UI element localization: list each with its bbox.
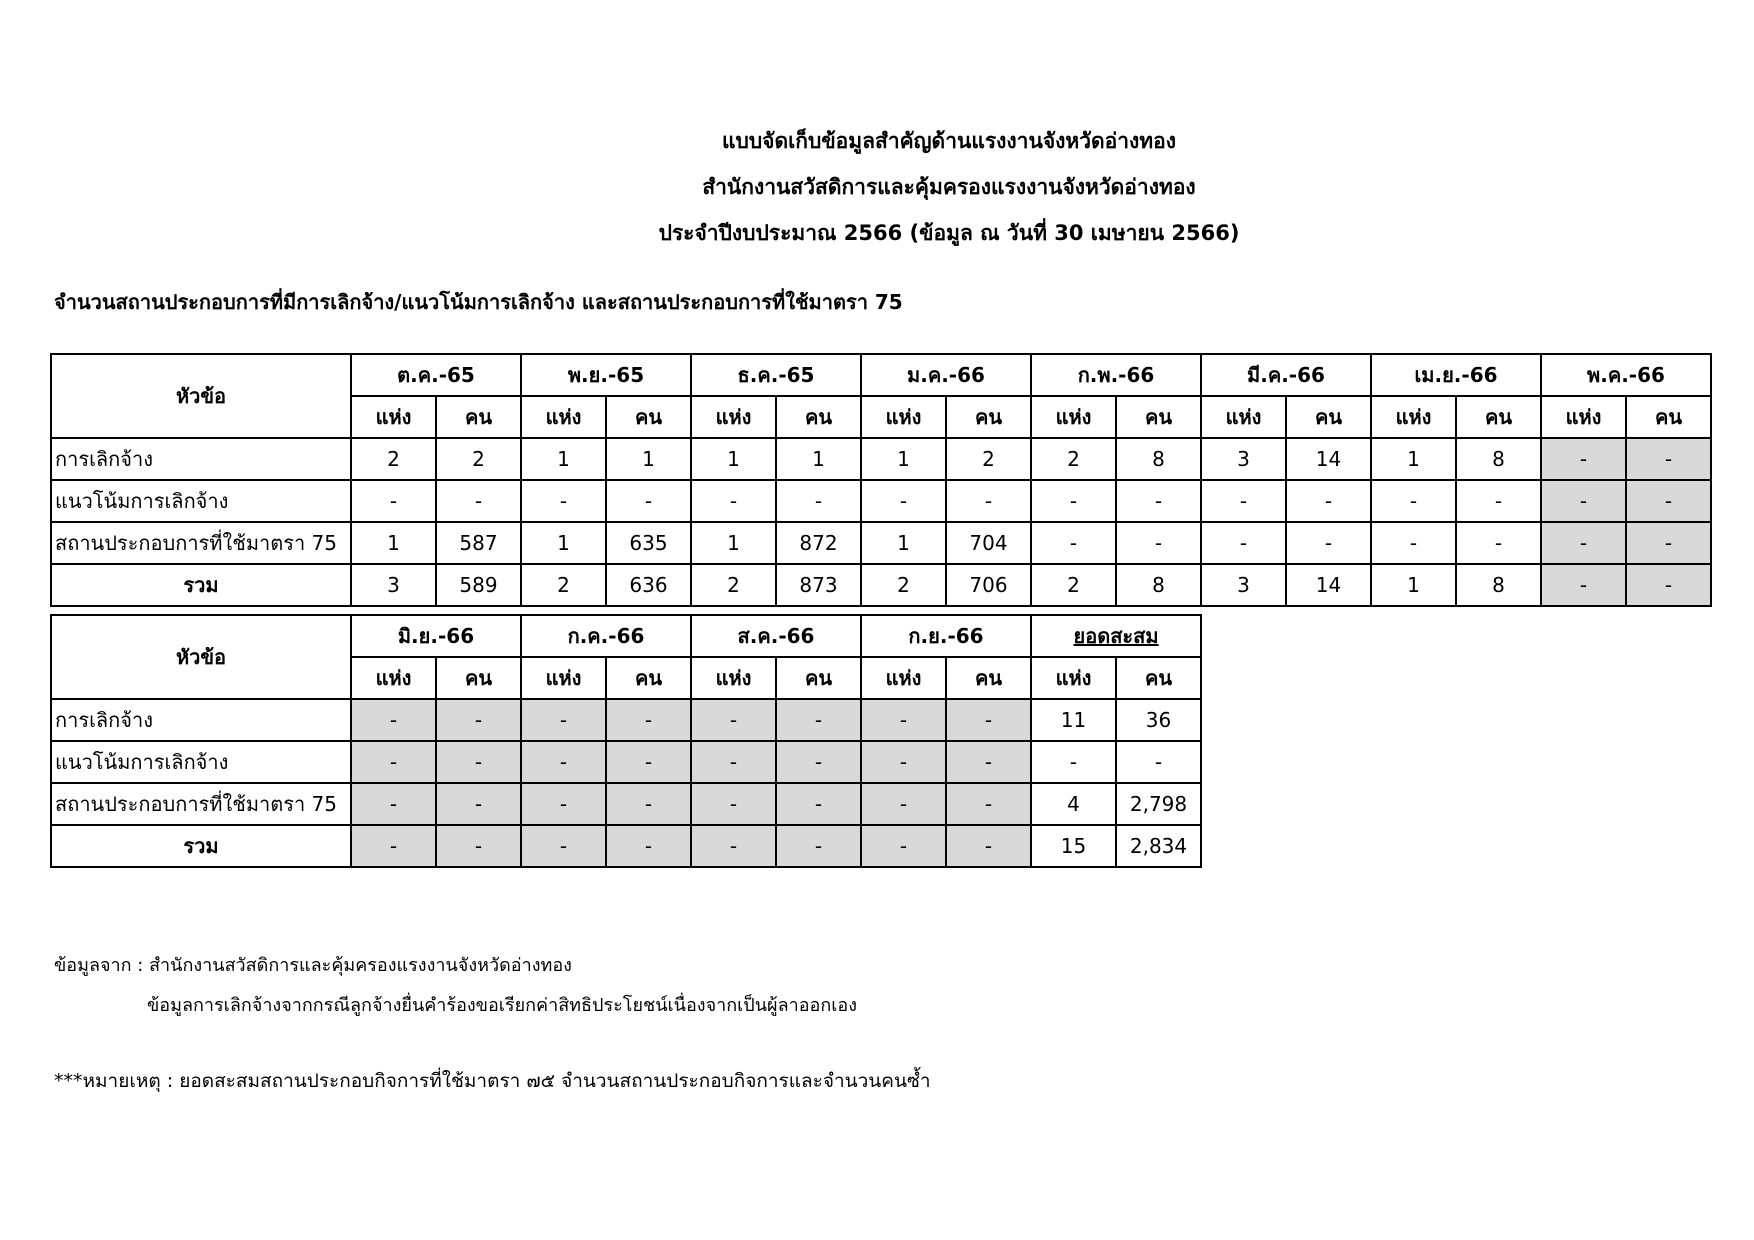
data-cell: - (861, 783, 946, 825)
table-row (51, 522, 1711, 564)
unit-header-places: แห่ง (691, 396, 776, 438)
data-cell: - (606, 783, 691, 825)
data-cell: - (1371, 522, 1456, 564)
data-cell: 704 (946, 522, 1031, 564)
data-cell: 873 (776, 564, 861, 606)
month-header (521, 615, 691, 657)
table-row (51, 825, 1711, 867)
data-cell: - (776, 699, 861, 741)
data-cell: - (946, 699, 1031, 741)
empty-cell (1541, 783, 1711, 825)
unit-header-persons: คน (1626, 396, 1711, 438)
data-cell: 2 (946, 438, 1031, 480)
data-cell: - (861, 825, 946, 867)
data-cell: - (351, 480, 436, 522)
empty-cell (1541, 657, 1711, 699)
data-cell: - (776, 825, 861, 867)
unit-header-places: แห่ง (521, 657, 606, 699)
empty-cell (1371, 657, 1541, 699)
data-cell: 2 (351, 438, 436, 480)
data-cell: - (691, 699, 776, 741)
title-line-1: แบบจัดเก็บข้อมูลสำคัญด้านแรงงานจังหวัดอ่างทอง (721, 129, 1177, 153)
table-row (51, 783, 1711, 825)
data-cell: 1 (521, 522, 606, 564)
data-cell: - (521, 480, 606, 522)
row-label: การเลิกจ้าง (51, 699, 351, 741)
data-cell: - (861, 699, 946, 741)
data-cell: - (946, 783, 1031, 825)
empty-cell (1371, 741, 1541, 783)
data-cell: 8 (1116, 438, 1201, 480)
data-cell: 2 (1031, 564, 1116, 606)
unit-header-places: แห่ง (861, 396, 946, 438)
data-cell: - (606, 741, 691, 783)
data-cell: - (691, 783, 776, 825)
monthly-table-jun-sep-cumulative (50, 614, 1711, 868)
data-cell: - (521, 699, 606, 741)
data-cell: - (776, 741, 861, 783)
data-cell: - (1541, 564, 1626, 606)
unit-header-places: แห่ง (1541, 396, 1626, 438)
table-caption: จำนวนสถานประกอบการที่มีการเลิกจ้าง/แนวโน้มการเลิกจ้าง และสถานประกอบการที่ใช้มาตรา 75 (54, 290, 903, 314)
empty-cell (1371, 783, 1541, 825)
month-header (861, 354, 1031, 396)
data-cell: 636 (606, 564, 691, 606)
data-cell: - (776, 480, 861, 522)
data-cell: - (1626, 564, 1711, 606)
unit-header-persons: คน (1116, 396, 1201, 438)
month-header (351, 615, 521, 657)
data-cell: 11 (1031, 699, 1116, 741)
data-cell: - (946, 825, 1031, 867)
month-header (521, 354, 691, 396)
data-cell: - (861, 480, 946, 522)
data-cell: - (1286, 480, 1371, 522)
data-cell: - (1541, 480, 1626, 522)
unit-header-places: แห่ง (1201, 396, 1286, 438)
data-cell: 1 (861, 438, 946, 480)
month-label: ก.พ.-66 (1077, 363, 1155, 387)
monthly-table-oct-may (50, 353, 1712, 607)
data-cell: - (436, 699, 521, 741)
data-cell: - (1456, 522, 1541, 564)
data-cell: 2 (691, 564, 776, 606)
data-cell: 1 (521, 438, 606, 480)
month-header (351, 354, 521, 396)
footer-note: ***หมายเหตุ : ยอดสะสมสถานประกอบกิจการที่ใช้มาตรา ๗๕ จำนวนสถานประกอบกิจการและจำนวนคนซ้ำ (54, 1070, 931, 1092)
unit-header-persons: คน (946, 657, 1031, 699)
unit-header-persons: คน (1456, 396, 1541, 438)
data-cell: - (1626, 438, 1711, 480)
month-label: ยอดสะสม (1073, 624, 1159, 648)
data-cell: 587 (436, 522, 521, 564)
data-cell: 1 (1371, 564, 1456, 606)
row-label: สถานประกอบการที่ใช้มาตรา 75 (51, 783, 351, 825)
month-label: มิ.ย.-66 (397, 624, 475, 648)
data-cell: - (691, 825, 776, 867)
data-cell: - (861, 741, 946, 783)
month-header (691, 615, 861, 657)
data-cell: - (1116, 741, 1201, 783)
month-label: ธ.ค.-65 (737, 363, 815, 387)
month-label: เม.ย.-66 (1414, 363, 1498, 387)
data-cell: - (436, 783, 521, 825)
empty-cell (1541, 699, 1711, 741)
data-cell: - (606, 699, 691, 741)
data-cell: 8 (1116, 564, 1201, 606)
row-label: รวม (51, 825, 351, 867)
row-label: สถานประกอบการที่ใช้มาตรา 75 (51, 522, 351, 564)
data-cell: - (946, 741, 1031, 783)
data-cell: - (606, 825, 691, 867)
table-row (51, 564, 1711, 606)
document-title-block (72, 118, 1754, 256)
month-label: ส.ค.-66 (737, 624, 815, 648)
unit-header-places: แห่ง (1031, 657, 1116, 699)
row-label: แนวโน้มการเลิกจ้าง (51, 741, 351, 783)
header-topic: หัวข้อ (51, 354, 351, 438)
unit-header-persons: คน (606, 396, 691, 438)
data-cell: 2 (521, 564, 606, 606)
data-cell: - (1031, 522, 1116, 564)
empty-cell (1371, 699, 1541, 741)
row-label: แนวโน้มการเลิกจ้าง (51, 480, 351, 522)
data-cell: 3 (351, 564, 436, 606)
header-row-months (51, 354, 1711, 396)
data-cell: - (521, 741, 606, 783)
data-cell: - (1201, 480, 1286, 522)
data-cell: 1 (606, 438, 691, 480)
footer-source-detail: ข้อมูลการเลิกจ้างจากกรณีลูกจ้างยื่นคำร้องขอเรียกค่าสิทธิประโยชน์เนื่องจากเป็นผู้ลาออกเอง (147, 995, 857, 1016)
data-cell: 8 (1456, 564, 1541, 606)
unit-header-persons: คน (946, 396, 1031, 438)
empty-cell (1201, 741, 1371, 783)
unit-header-places: แห่ง (521, 396, 606, 438)
empty-cell (1201, 615, 1371, 657)
empty-cell (1201, 699, 1371, 741)
data-cell: - (436, 825, 521, 867)
unit-header-places: แห่ง (351, 657, 436, 699)
unit-header-persons: คน (436, 396, 521, 438)
data-cell: - (776, 783, 861, 825)
data-cell: - (351, 699, 436, 741)
empty-cell (1541, 615, 1711, 657)
data-cell: - (1541, 438, 1626, 480)
data-cell: - (1031, 480, 1116, 522)
unit-header-places: แห่ง (861, 657, 946, 699)
data-cell: - (521, 783, 606, 825)
month-header (1031, 354, 1201, 396)
data-cell: - (351, 741, 436, 783)
data-cell: 1 (691, 522, 776, 564)
month-header (1541, 354, 1711, 396)
data-cell: - (1031, 741, 1116, 783)
data-cell: - (1371, 480, 1456, 522)
empty-cell (1371, 615, 1541, 657)
empty-cell (1371, 825, 1541, 867)
data-cell: - (1201, 522, 1286, 564)
data-cell: 635 (606, 522, 691, 564)
data-cell: - (1116, 522, 1201, 564)
data-cell: - (1456, 480, 1541, 522)
month-header (1031, 615, 1201, 657)
data-cell: 36 (1116, 699, 1201, 741)
data-cell: 1 (691, 438, 776, 480)
unit-header-places: แห่ง (691, 657, 776, 699)
header-topic: หัวข้อ (51, 615, 351, 699)
month-label: ต.ค.-65 (397, 363, 475, 387)
row-label: การเลิกจ้าง (51, 438, 351, 480)
empty-cell (1201, 825, 1371, 867)
title-line-2: สำนักงานสวัสดิการและคุ้มครองแรงงานจังหวัดอ่างทอง (702, 175, 1196, 199)
unit-header-persons: คน (776, 657, 861, 699)
unit-header-persons: คน (776, 396, 861, 438)
table-row (51, 741, 1711, 783)
month-label: ก.ค.-66 (567, 624, 645, 648)
data-cell: 8 (1456, 438, 1541, 480)
data-cell: - (1626, 480, 1711, 522)
data-cell: 15 (1031, 825, 1116, 867)
data-cell: 2,834 (1116, 825, 1201, 867)
month-header (691, 354, 861, 396)
empty-cell (1541, 741, 1711, 783)
data-cell: 1 (776, 438, 861, 480)
data-cell: - (1626, 522, 1711, 564)
data-cell: 3 (1201, 564, 1286, 606)
empty-cell (1541, 825, 1711, 867)
month-label: ก.ย.-66 (908, 624, 984, 648)
data-cell: - (691, 480, 776, 522)
unit-header-places: แห่ง (1371, 396, 1456, 438)
data-cell: 1 (861, 522, 946, 564)
empty-cell (1201, 657, 1371, 699)
data-cell: - (691, 741, 776, 783)
unit-header-persons: คน (606, 657, 691, 699)
month-label: มี.ค.-66 (1247, 363, 1325, 387)
month-header (861, 615, 1031, 657)
data-cell: - (606, 480, 691, 522)
data-cell: - (946, 480, 1031, 522)
data-cell: 1 (1371, 438, 1456, 480)
footer-source: ข้อมูลจาก : สำนักงานสวัสดิการและคุ้มครองแรงงานจังหวัดอ่างทอง (54, 955, 572, 976)
header-row-months (51, 615, 1711, 657)
unit-header-places: แห่ง (1031, 396, 1116, 438)
data-cell: 1 (351, 522, 436, 564)
table-row (51, 480, 1711, 522)
table-row (51, 438, 1711, 480)
data-cell: 2 (861, 564, 946, 606)
data-cell: - (436, 480, 521, 522)
unit-header-persons: คน (1286, 396, 1371, 438)
unit-header-persons: คน (436, 657, 521, 699)
month-label: พ.ย.-65 (567, 363, 645, 387)
data-cell: 706 (946, 564, 1031, 606)
data-cell: - (1116, 480, 1201, 522)
unit-header-places: แห่ง (351, 396, 436, 438)
data-cell: - (521, 825, 606, 867)
unit-header-persons: คน (1116, 657, 1201, 699)
data-cell: - (351, 825, 436, 867)
data-cell: - (351, 783, 436, 825)
data-cell: - (1286, 522, 1371, 564)
data-cell: 14 (1286, 564, 1371, 606)
month-header (1201, 354, 1371, 396)
data-cell: 2 (1031, 438, 1116, 480)
empty-cell (1201, 783, 1371, 825)
data-cell: - (1541, 522, 1626, 564)
data-cell: 4 (1031, 783, 1116, 825)
data-cell: - (436, 741, 521, 783)
data-cell: 2 (436, 438, 521, 480)
month-label: ม.ค.-66 (907, 363, 985, 387)
data-cell: 3 (1201, 438, 1286, 480)
data-cell: 872 (776, 522, 861, 564)
row-label: รวม (51, 564, 351, 606)
data-cell: 14 (1286, 438, 1371, 480)
table-row (51, 699, 1711, 741)
month-label: พ.ค.-66 (1587, 363, 1665, 387)
title-line-3: ประจำปีงบประมาณ 2566 (ข้อมูล ณ วันที่ 30 เมษายน 2566) (658, 221, 1240, 245)
data-cell: 589 (436, 564, 521, 606)
month-header (1371, 354, 1541, 396)
data-cell: 2,798 (1116, 783, 1201, 825)
